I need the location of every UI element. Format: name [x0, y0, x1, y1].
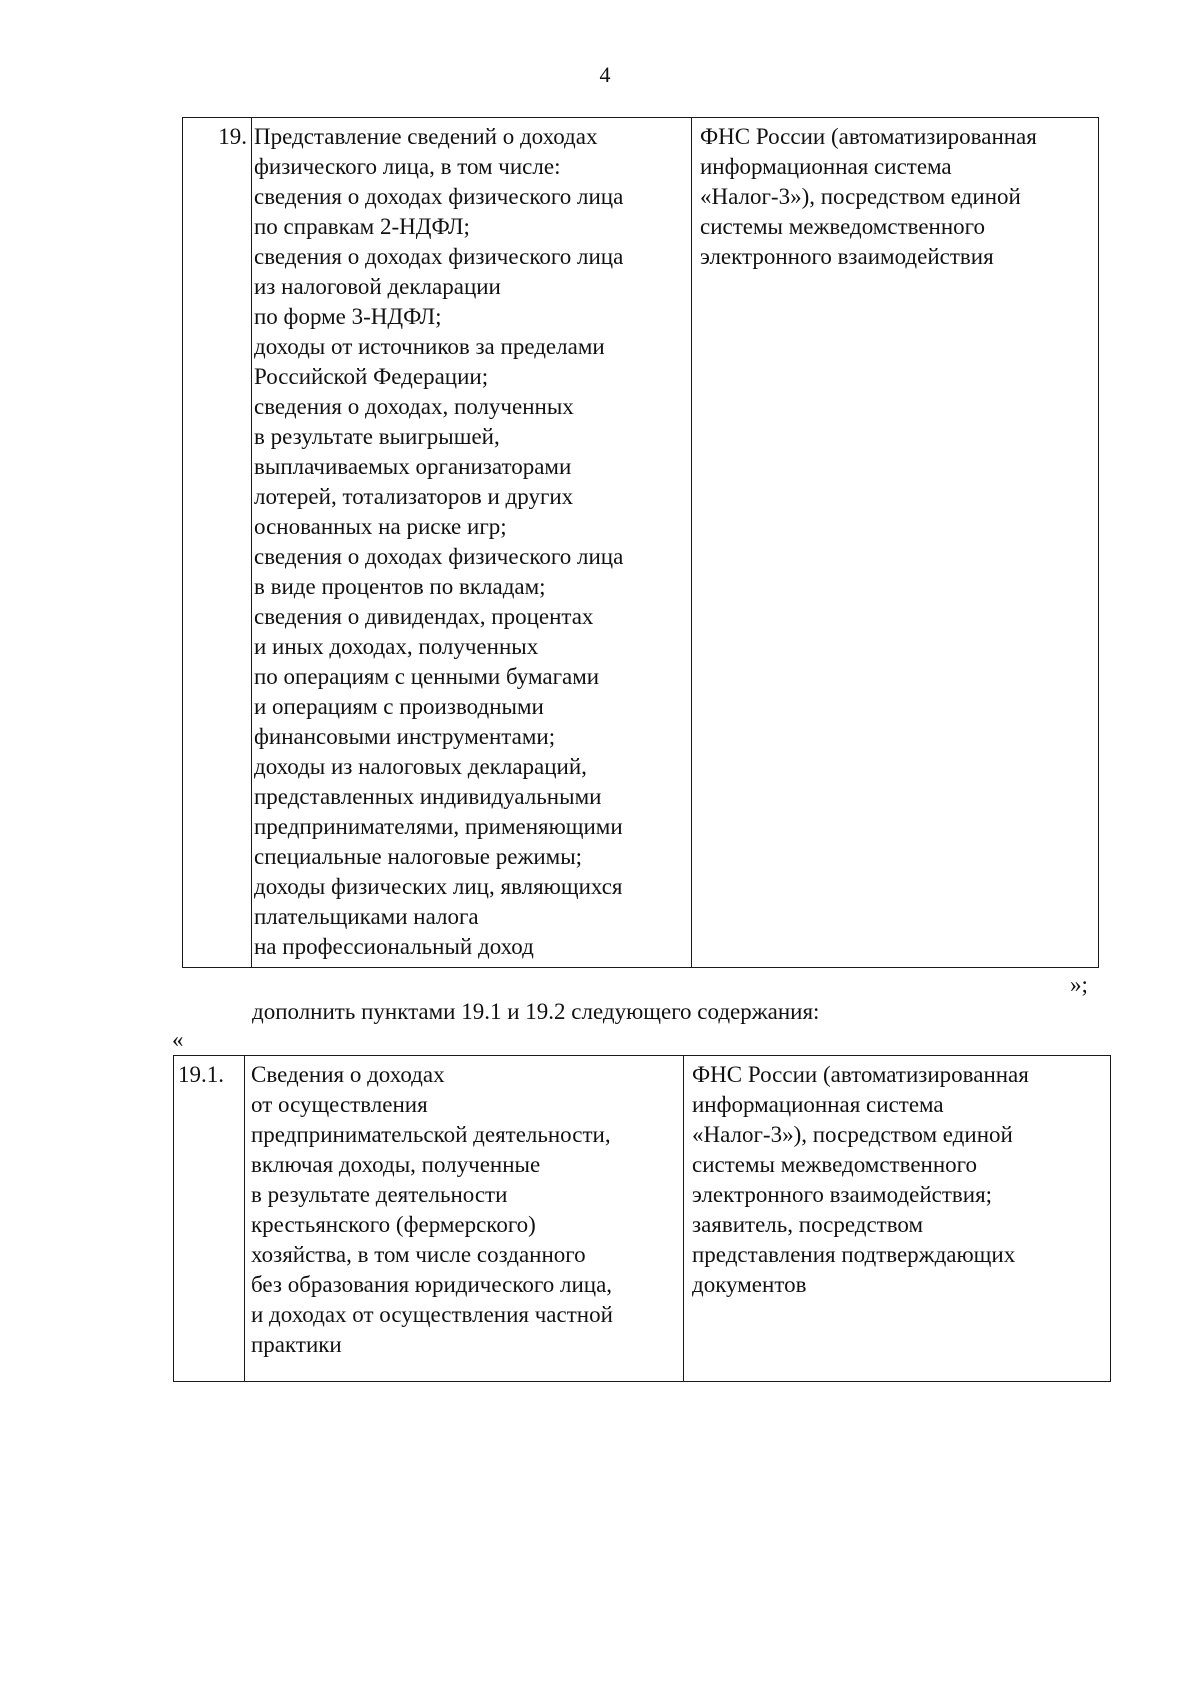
description-line: предпринимателями, применяющими — [254, 814, 623, 839]
authority-line: представления подтверждающих — [692, 1242, 1016, 1267]
description-line: Представление сведений о доходах — [254, 124, 598, 149]
description-line: и операциям с производными — [254, 694, 544, 719]
description-line: доходы из налоговых деклараций, — [254, 754, 587, 779]
description-line: в виде процентов по вкладам; — [254, 574, 546, 599]
row-number: 19.1. — [178, 1062, 224, 1087]
description-line: в результате выигрышей, — [254, 424, 500, 449]
description-line: и доходах от осуществления частной — [251, 1302, 613, 1327]
description-line: в результате деятельности — [251, 1182, 508, 1207]
row-number-cell — [174, 1056, 245, 1382]
table-row — [174, 1056, 1111, 1382]
description-line: от осуществления — [251, 1092, 428, 1117]
description-line: предпринимательской деятельности, — [251, 1122, 611, 1147]
authority-line: «Налог-3»), посредством единой — [700, 184, 1021, 209]
description-line: практики — [251, 1332, 342, 1357]
description-line: плательщиками налога — [254, 904, 479, 929]
description-line: физического лица, в том числе: — [254, 154, 561, 179]
description-line: без образования юридического лица, — [251, 1272, 613, 1297]
description-line: по операциям с ценными бумагами — [254, 664, 600, 689]
opening-quote: « — [172, 1027, 184, 1052]
description-line: сведения о доходах физического лица — [254, 544, 624, 569]
authority-line: системы межведомственного — [692, 1152, 978, 1177]
description-line: сведения о доходах физического лица — [254, 184, 624, 209]
table-row-19 — [182, 117, 1099, 968]
authority-line: ФНС России (автоматизированная — [700, 124, 1037, 149]
authority-line: ФНС России (автоматизированная — [692, 1062, 1029, 1087]
authority-line: документов — [692, 1272, 807, 1297]
description-line: сведения о доходах, полученных — [254, 394, 574, 419]
authority-line: «Налог-3»), посредством единой — [692, 1122, 1013, 1147]
description-line: представленных индивидуальными — [254, 784, 602, 809]
information-description-cell — [245, 1056, 684, 1382]
description-line: и иных доходах, полученных — [254, 634, 539, 659]
description-line: по форме 3-НДФЛ; — [254, 304, 442, 329]
description-line: доходы от источников за пределами — [254, 334, 605, 359]
description-line: основанных на риске игр; — [254, 514, 507, 539]
amendment-instruction: дополнить пунктами 19.1 и 19.2 следующего содержания: — [252, 999, 820, 1024]
authority-line: электронного взаимодействия; — [692, 1182, 993, 1207]
description-line: финансовыми инструментами; — [254, 724, 556, 749]
closing-quote: »; — [1070, 972, 1088, 997]
description-line: хозяйства, в том числе созданного — [251, 1242, 586, 1267]
authority-cell — [692, 118, 1099, 968]
authority-line: заявитель, посредством — [692, 1212, 924, 1237]
page-number: 4 — [599, 62, 611, 87]
authority-line: информационная система — [692, 1092, 944, 1117]
description-line: по справкам 2-НДФЛ; — [254, 214, 470, 239]
description-line: лотерей, тотализаторов и других — [254, 484, 574, 509]
description-line: доходы физических лиц, являющихся — [254, 874, 623, 899]
authority-line: электронного взаимодействия — [700, 244, 994, 269]
description-line: сведения о дивидендах, процентах — [254, 604, 594, 629]
information-description-cell — [252, 118, 692, 968]
description-line: из налоговой декларации — [254, 274, 501, 299]
authority-cell — [684, 1056, 1111, 1382]
description-line: специальные налоговые режимы; — [254, 844, 583, 869]
description-line: крестьянского (фермерского) — [251, 1212, 536, 1237]
description-line: Сведения о доходах — [251, 1062, 445, 1087]
description-line: сведения о доходах физического лица — [254, 244, 624, 269]
description-line: Российской Федерации; — [254, 364, 489, 389]
description-line: включая доходы, полученные — [251, 1152, 541, 1177]
table-row — [183, 118, 1099, 968]
description-line: выплачиваемых организаторами — [254, 454, 572, 479]
table-row-19-1 — [173, 1055, 1111, 1382]
authority-line: информационная система — [700, 154, 952, 179]
authority-line: системы межведомственного — [700, 214, 986, 239]
description-line: на профессиональный доход — [254, 934, 534, 959]
row-number: 19. — [218, 124, 247, 149]
row-number-cell — [183, 118, 252, 968]
